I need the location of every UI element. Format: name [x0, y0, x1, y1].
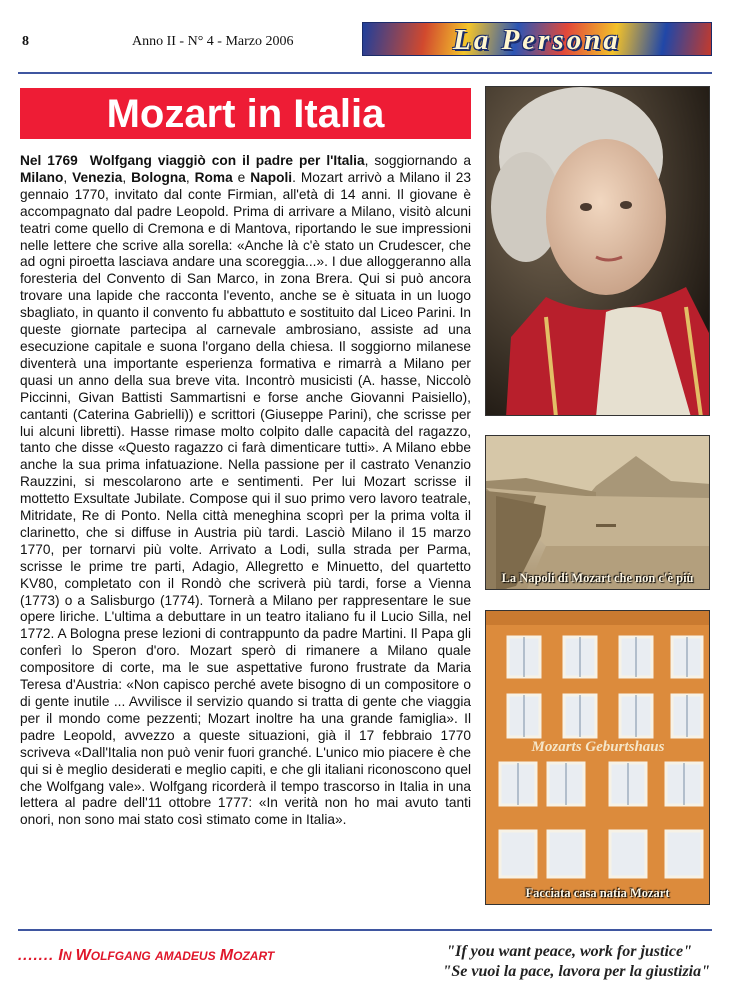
footer-dots: .......	[18, 947, 55, 964]
naples-illustration	[486, 436, 710, 590]
city-separator: ,	[63, 169, 73, 185]
city-venezia: Venezia	[72, 169, 123, 185]
footer-divider	[18, 929, 712, 931]
house-illustration	[486, 611, 710, 905]
footer-word: AMADEUS	[154, 949, 216, 963]
footer-letter: I	[58, 947, 63, 964]
footer-series-title	[18, 947, 274, 965]
masthead-banner	[362, 22, 712, 56]
footer-letter: M	[219, 947, 234, 964]
footer-word: OLFGANG	[90, 949, 151, 963]
masthead-title: La Persona	[453, 24, 621, 56]
portrait-illustration	[486, 87, 710, 416]
mozart-house-photo	[485, 610, 710, 905]
footer-quote-english: "If you want peace, work for justice"	[446, 943, 692, 960]
footer-letter: N	[62, 949, 72, 963]
footer-letter: W	[75, 947, 91, 964]
lead-year: Nel 1769	[20, 153, 78, 168]
article-body	[20, 153, 471, 829]
lead-sentence: Wolfgang viaggiò con il padre per l'Italia	[89, 153, 365, 168]
city-separator: ,	[185, 169, 195, 185]
header-divider	[18, 72, 712, 74]
naples-photo	[485, 435, 710, 590]
lead-connector: , soggiornando a	[364, 153, 471, 168]
footer-quote-italian: "Se vuoi la pace, lavora per la giustizia"	[442, 963, 710, 980]
article-title: Mozart in Italia	[106, 92, 385, 136]
city-bologna: Bologna	[131, 169, 186, 185]
article-title-bar	[20, 88, 471, 139]
city-separator: e	[232, 169, 251, 185]
city-separator: ,	[122, 169, 132, 185]
footer-word: OZART	[233, 949, 275, 963]
page-number: 8	[22, 34, 29, 49]
article-text: . Mozart arrivò a Milano il 23 gennaio 1770, invitato dal conte Firmian, all'età di 14 anni. Il giovane è accompagnato dal padre Leopold. Prima di arrivare a Milano, visitò alcuni teatri come quello di Cremona e di Mantova, riportando le sue impressioni nelle lettere che scrive alla sorella: «Anche là c'è stato un Crudescer, che ad ogni piroetta lasciava andare una scoreggia...». I due alloggeranno alla foresteria del Convento di San Marco, in zona Brera. Qui si può ancora trovare una lapide che racconta l'evento, anche se è situata in un luogo sbagliato, in quanto il convento fu abbattuto e sostituito dal Liceo Parini. In queste giornate partecipa al carnevale ambrosiano, assiste ad una esecuzione capitale e suona l'organo della chiesa. Il soggiorno milanese diventerà una importante esperienza formativa e rimarrà a Milano per quasi un anno della sua breve vita. Incontrò musicisti (A. hasse, Niccolò Piccinni, Givan Battisti Sammartisni e forse anche Giovanni Paisiello), cantanti (Caterina Gabrielli)) e scrittori (Giuseppe Parini), che scrisse per lui alcuni libretti). Hasse rimase molto colpito dalle capacità del ragazzo, tanto che disse «Questo ragazzo ci farà dimenticare tutti». A Milano ebbe anche la sua prima infatuazione. Nella passione per il castrato Venanzio Rauzzini, si mescolarono arte e sentimenti. Per lui Mozart scrisse il mottetto Exsultate Jubilate. Compose qui il suo primo vero lavoro teatrale, Mitridate, Re di Ponto. Nella città meneghina scoprì per la prima volta il clarinetto, che si diffuse in Austria più tardi. Lasciò Milano il 15 marzo 1770, per tornarvi più volte. Arrivato a Lodi, sulla strada per Parma, scrisse le prime tre parti, Adagio, Allegretto e Minuetto, del quartetto KV80, completato con il Rondò che scriverà più tardi, forse a Vienna (1773) o a Salisburgo (1774). Tornerà a Milano per rappresentare le sue opere liriche. L'ultima a debuttare in un teatro italiano fu il Lucio Silla, nel 1772. A Bologna prese lezioni di contrappunto da padre Martini. Il Papa gli conferì lo Speron d'oro. Mozart sperò di rimanere a Milano quale compositore di corte, ma le sue aspettative furono frustrate da Maria Teresa d'Austria: «Non capisco perché avete bisogno di un compositore o di gente inutile ... Avvilisce il servizio quando si tratta di gente che viaggia per il mondo come pezzenti; Mozart inoltre ha una grande famiglia». Il padre Leopold, avvezzo a queste situazioni, già il 17 febbraio 1770 scriveva «Dall'Italia non può venir fuori granché. L'unico mio piacere è che qui si è meglio desiderati e meglio capiti, e che gli italiani riconoscono quel che Wolfgang vale». Wolfgang ricorderà il tempo trascorso in Italia in una lettera al padre dell'11 ottobre 1777: «In verità non ho mai avuto tanti onori, non sono mai stato così stimato come in Italia».	[20, 169, 472, 828]
city-napoli: Napoli	[250, 169, 293, 185]
city-roma: Roma	[194, 169, 233, 185]
house-sign: Mozarts Geburtshaus	[531, 739, 665, 755]
city-milano: Milano	[20, 169, 64, 185]
issue-info: Anno II - N° 4 - Marzo 2006	[132, 34, 294, 49]
house-caption: Facciata casa natia Mozart	[525, 886, 670, 900]
naples-caption: La Napoli di Mozart che non c'è più	[501, 571, 694, 585]
mozart-portrait-photo	[485, 86, 710, 416]
